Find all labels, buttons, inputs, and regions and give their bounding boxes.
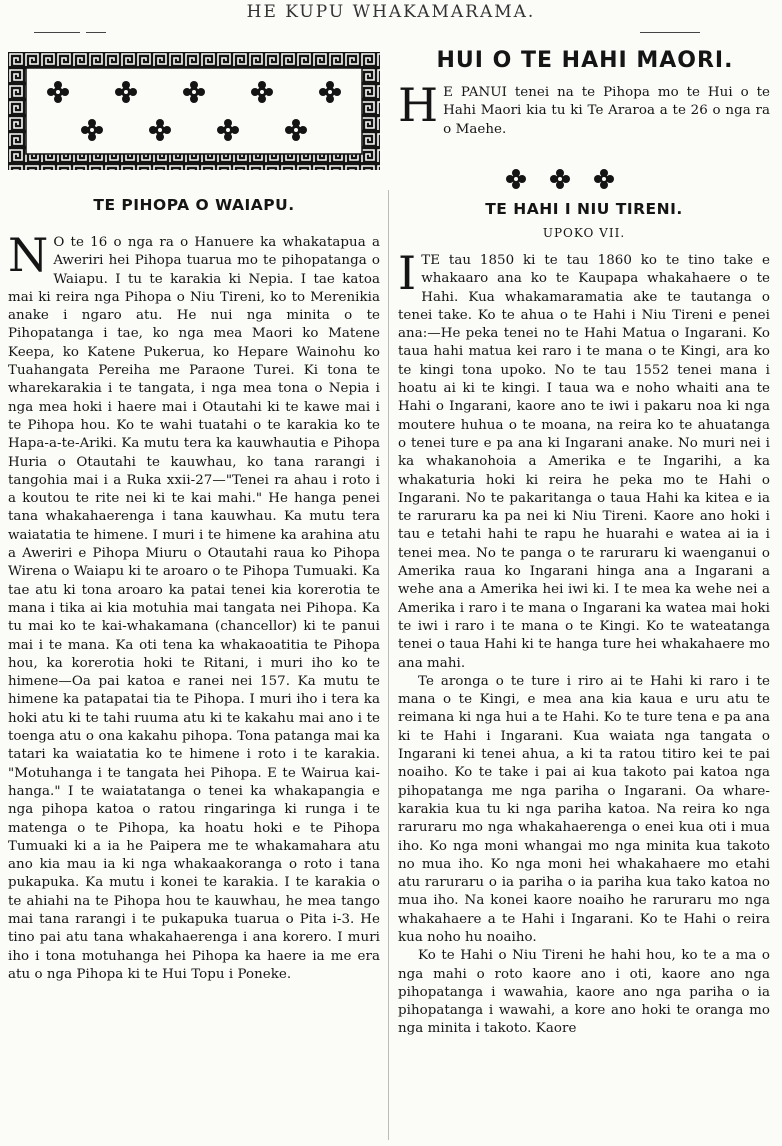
niu-tireni-title: TE HAHI I NIU TIRENI.: [485, 200, 683, 218]
running-head: HE KUPU WHAKAMARAMA.: [246, 2, 536, 22]
hui-notice: [398, 78, 770, 139]
hui-title: HUI O TE HAHI MAORI.: [436, 48, 734, 73]
niu-tireni-paragraph-2: Te aronga o te ture i riro ai te Hahi ki raro i te mana o te Kingi, e mea ana kia kaua e uru atu te reimana ki nga hui a te Hahi. Ko te ture tena e pa ana ki te Hahi i Ingarani. Kua waiata nga tangata o Ingarani ki tenei ahua, a ki ta ratou titiro kei te pai noaiho. Ko te take i pai ai kua takoto pai katoa nga pihopatanga me nga pariha o Ingarani. Oa whare-karakia kua tu ki nga pariha katoa. Na reira ko nga raruraru mo nga whakahaerenga o enei kua oti i mua iho. Ko nga moni whangai mo nga minita kua takoto no mua iho. Ko nga moni hei whakahaere mo etahi atu raruraru o ia pariha o ia pariha kua tako katoa no mua iho. Na konei kaore noaiho he raruraru mo nga whakahaere a te Hahi i Ingarani. Ko te Hahi o reira kua noho hu noaiho.: [398, 673, 770, 945]
flower-icon: [505, 168, 527, 190]
rule-left-2: [86, 32, 106, 33]
pihopa-dropcap: N: [8, 228, 49, 282]
niu-tireni-paragraph-3: Ko te Hahi o Niu Tireni he hahi hou, ko te a ma o nga mahi o roto kaore ano i oti, kaore ano nga pihopatanga i wawahia, kaore ano nga pariha o ia pihopatanga i wawahi, a kore ano hoki te oranga mo nga minita i takoto. Kaore: [398, 948, 770, 1037]
hui-notice-text: E PANUI tenei na te Pihopa mo te Hui o te Hahi Maori kia tu ki Te Araroa a te 26 o nga ra o Maehe.: [443, 85, 770, 137]
column-divider: [388, 190, 389, 1140]
niu-tireni-dropcap: I: [398, 246, 417, 300]
pihopa-title: TE PIHOPA O WAIAPU.: [93, 196, 295, 214]
niu-tireni-paragraph-1: TE tau 1850 ki te tau 1860 ko te tino take e whakaaro ana ko te Kaupapa whakahaere o te Hahi. Kua whakamaramatia ake te tautanga o tenei take. Ko te ahua o te Hahi i Niu Tireni e penei ana:—He peka tenei no te Hahi Matua o Ingarani. Ko taua hahi matua kei raro i te mana o te Kingi, ara ko te kingi tona upoko. No te tau 1552 tenei mana i hoatu ai ki te kingi. I taua wa e noho whaiti ana te Hahi o Ingarani, kaore ano te iwi i pakaru noa ki nga moutere huhua o te moana, na reira ko te ahuatanga o tenei ture e pa ana ki Ingarani anake. No muri nei i ka whakanohoia a Amerika e te Ingarihi, a ka whakaturia hoki ki reira he peka mo te Hahi o Ingarani. No te pakaritanga o taua Hahi ka kitea e ia te raruraru ka pa nei ki Niu Tireni. Kaore ano hoki i tau e tetahi hahi te rapu he huarahi e watea ai ia i tenei mea. No te panga o te raruraru ki waenganui o Amerika raua ko Ingarani hinga ana a Ingarani a wehe ana a Amerika hei iwi ki. I te mea ka wehe nei a Amerika i raro i te mana o Ingarani ka watea mai hoki te iwi i raro i te mana o te Kingi. Ko te wateatanga tenei o taua Hahi ki te hanga ture hei whakahaere mo ana mahi.: [398, 253, 770, 671]
rule-left: [34, 32, 80, 33]
greek-key-ornament: [8, 52, 380, 170]
flower-ornaments: [505, 168, 615, 190]
niu-tireni-article-body: [398, 246, 770, 1039]
hui-dropcap: H: [398, 78, 439, 132]
flower-icon: [549, 168, 571, 190]
pihopa-article-body: [8, 228, 381, 984]
niu-tireni-subtitle: UPOKO VII.: [542, 226, 626, 240]
rule-right: [640, 32, 700, 33]
flower-icon: [593, 168, 615, 190]
pihopa-paragraph-1: O te 16 o nga ra o Hanuere ka whakatapua a Aweriri hei Pihopa tuarua mo te pihopatanga o Waiapu. I tu te karakia ki Nepia. I tae katoa mai ki reira nga Pihopa o Niu Tireni, ko to Merenikia anake i ngaro atu. He nui nga minita o te Pihopatanga i tae, ko nga mea Maori ko Matene Keepa, ko Katene Pukerua, ko Hepare Wainohu ko Tuahangata Pereiha me Paraone Turei. Ki tona te wharekarakia i te tangata, i nga mea tona o Nepia i nga mea hoki i haere mai i Otautahi ki te kawe mai i te Pihopa hou. Ko te wahi tuatahi o te karakia ko te Hapa-a-te-Ariki. Ka mutu tera ka kauwhautia e Pihopa Huria o Otautahi te kauwhau, ko tana rarangi i tangohia mai i a Ruka xxii-27—"Tenei ra ahau i roto i a koutou te rite nei ki te kai mahi." He hanga penei tana whakahaerenga i tana kauwhau. Ka mutu tera waiatatia te himene. I muri i te himene ka arahina atu a Aweriri e Pihopa Miuru o Otautahi raua ko Pihopa Wirena o Waiapu ki te aroaro o te Pihopa Tumuaki. Ka tae atu ki tona aroaro ka patai tenei kia korerotia te mana i tika ai kia motuhia mai tangata nei Pihopa. Ka tu mai ko te kai-whakamana (chancellor) ki te panui mai i te mana. Ka oti tena ka whakaoatitia te Pihopa hou, ka korerotia hoki te Ritani, i muri iho ko te himene—Oa pai katoa e ranei nei 157. Ka mutu te himene ka patapatai tia te Pihopa. I muri iho i tera ka hoki atu ki te tahi ruuma atu ki te kakahu mai ano i te toenga atu o ona kakahu pihopa. Tona patanga mai ka tatari ka waiatatia ko te himene i roto i te karakia. "Motuhanga i te tangata hei Pihopa. E te Wairua kai-hanga." I te waiatatanga o tenei ka whakapangia e nga pihopa katoa o ratou ringaringa ki runga i te matenga o te Pihopa, ka hoatu hoki e te Pihopa Tumuaki ki a ia he Paipera me te whakamahara atu ano kia mau ia ki nga whakaakoranga o roto i tana pukapuka. Ka mutu i konei te karakia. I te karakia o te ahiahi na te Pihopa hou te kauwhau, he mea tango mai tana rarangi i te pukapuka tuarua o Pita i-3. He tino pai atu tana whakahaerenga i ana korero. I muri iho i tona motuhanga hei Pihopa ka haere ia me era atu o nga Pihopa ki te Hui Topu i Poneke.: [8, 235, 381, 982]
